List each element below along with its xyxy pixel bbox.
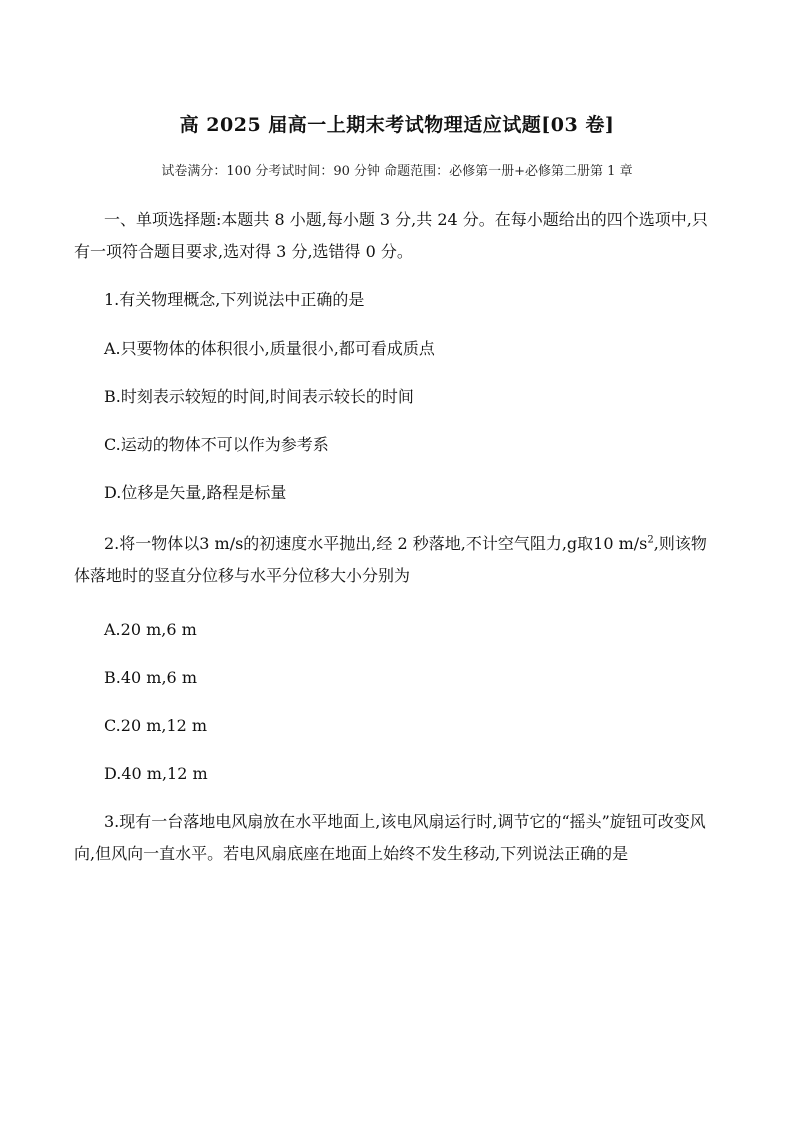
question-1-option-b: B.时刻表示较短的时间,时间表示较长的时间 [104, 387, 414, 406]
question-1-option-a: A.只要物体的体积很小,质量很小,都可看成质点 [104, 339, 435, 358]
question-2-exponent: 2 [647, 534, 654, 546]
question-2-stem [74, 528, 720, 592]
exam-meta: 试卷满分：100 分考试时间：90 分钟 命题范围：必修第一册+必修第二册第 1 章 [161, 164, 633, 179]
section-intro: 一、单项选择题:本题共 8 小题,每小题 3 分,共 24 分。在每小题给出的四个选项中,只有一项符合题目要求,选对得 3 分,选错得 0 分。 [74, 210, 708, 261]
question-3-stem: 3.现有一台落地电风扇放在水平地面上,该电风扇运行时,调节它的“摇头”旋钮可改变风向,但风向一直水平。若电风扇底座在地面上始终不发生移动,下列说法正确的是 [74, 812, 706, 863]
question-2-option-c: C.20 m,12 m [104, 716, 208, 735]
question-2-stem-tail: ,则该物体落地时的竖直分位移与水平分位移大小分别为 [74, 534, 707, 585]
question-2-option-b: B.40 m,6 m [104, 668, 197, 687]
question-2-stem-main: 2.将一物体以3 m/s的初速度水平抛出,经 2 秒落地,不计空气阻力,g取10 m/s [104, 534, 648, 553]
question-1-option-d: D.位移是矢量,路程是标量 [104, 483, 287, 502]
exam-title: 高 2025 届高一上期末考试物理适应试题[03 卷] [179, 114, 615, 136]
question-1-option-c: C.运动的物体不可以作为参考系 [104, 435, 329, 454]
question-2-option-a: A.20 m,6 m [104, 620, 197, 639]
question-2-option-d: D.40 m,12 m [104, 764, 208, 783]
question-1-stem: 1.有关物理概念,下列说法中正确的是 [104, 290, 365, 309]
